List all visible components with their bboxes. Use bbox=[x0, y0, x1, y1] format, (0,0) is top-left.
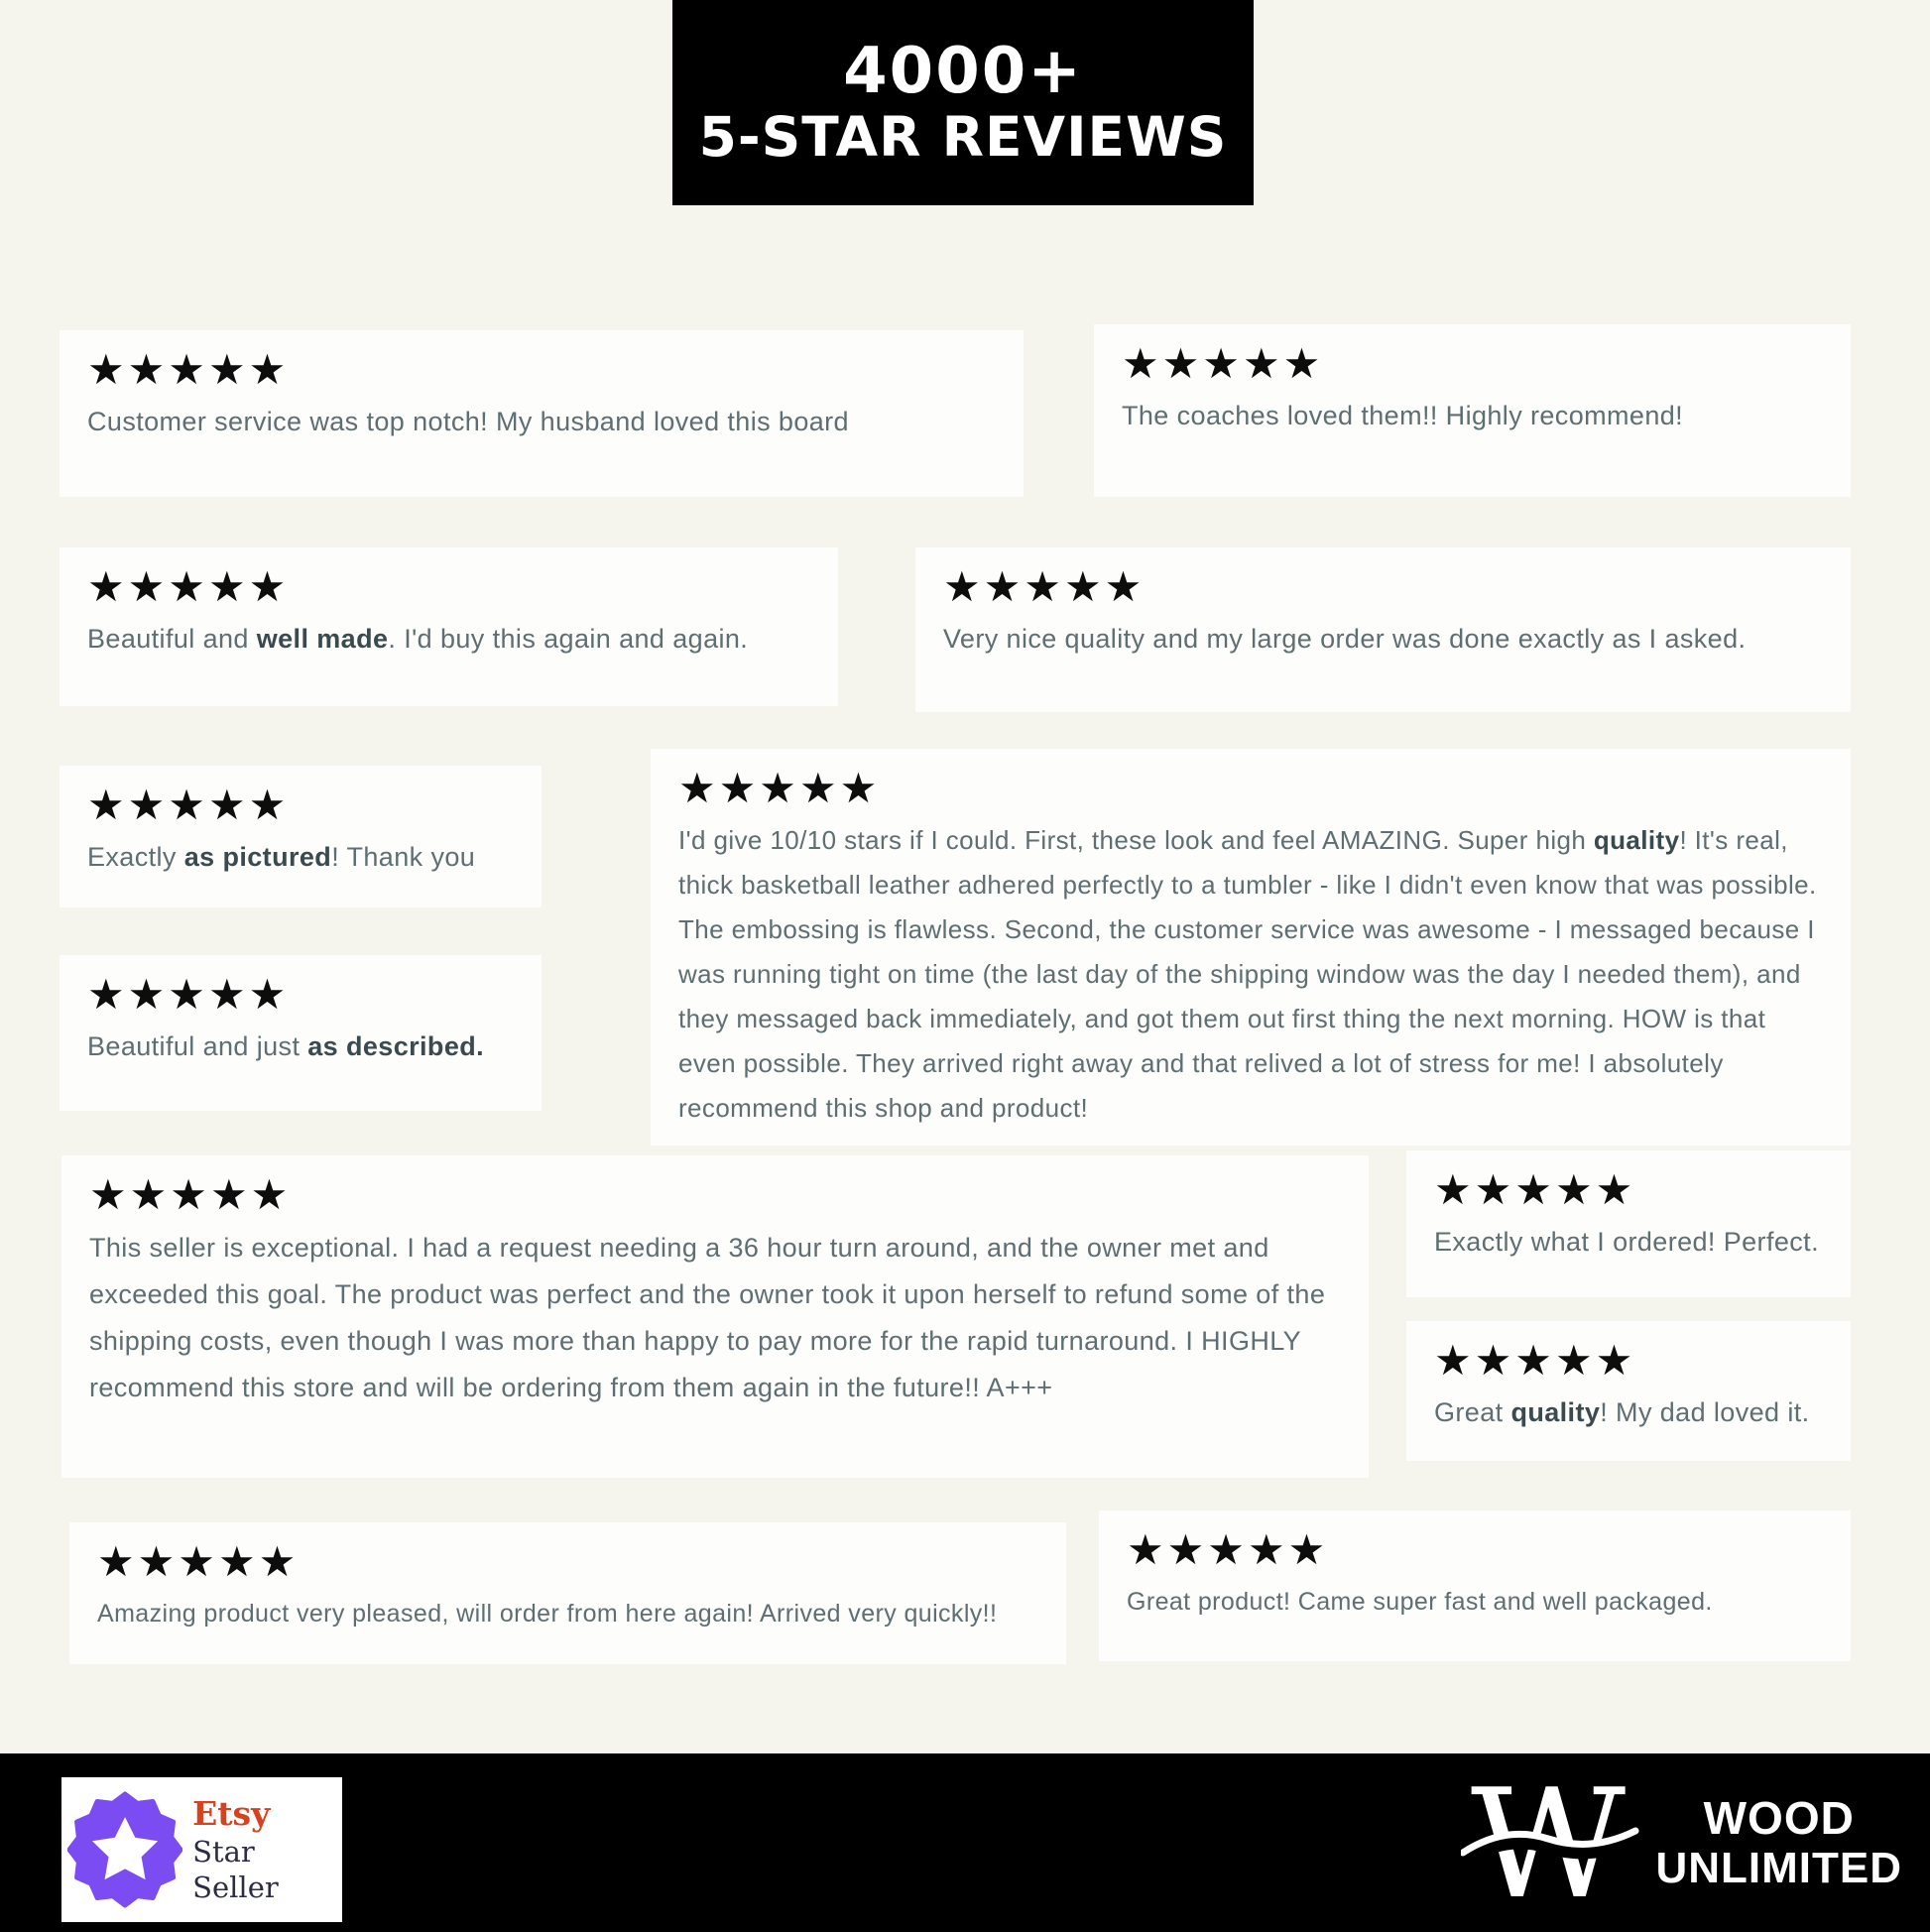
banner-subtitle: 5-STAR REVIEWS bbox=[698, 105, 1228, 170]
review-text: Amazing product very pleased, will order from here again! Arrived very quickly!! bbox=[97, 1600, 998, 1629]
review-text: I'd give 10/10 stars if I could. First, these look and feel AMAZING. Super high quality! It's real, thick basketball leather adhered perfectly to a tumbler - like I didn't even know that was possible. The embossing is flawless. Second, the customer service was awesome - I messaged because I was running tight on time (the last day of the shipping window was the day I needed them), and they messaged back immediately, and got them out first thing the next morning. HOW is that even possible. They arrived right away and that relived a lot of stress for me! I absolutely recommend this shop and product! bbox=[678, 825, 1817, 1124]
review-card bbox=[60, 766, 542, 907]
review-card bbox=[69, 1522, 1066, 1664]
brand-name-unlimited: UNLIMITED bbox=[1655, 1844, 1902, 1893]
review-card bbox=[60, 955, 542, 1111]
star-rating: ★★★★★ bbox=[1434, 1166, 1636, 1213]
review-text: Exactly as pictured! Thank you bbox=[87, 842, 476, 873]
review-text: Exactly what I ordered! Perfect. bbox=[1434, 1227, 1819, 1258]
review-card bbox=[651, 749, 1851, 1146]
brand-name-wood: WOOD bbox=[1703, 1791, 1855, 1844]
review-text: Great product! Came super fast and well packaged. bbox=[1127, 1588, 1713, 1617]
review-card bbox=[60, 547, 838, 706]
review-text: The coaches loved them!! Highly recommend! bbox=[1122, 401, 1684, 431]
star-rating: ★★★★★ bbox=[87, 346, 290, 393]
star-rating: ★★★★★ bbox=[87, 971, 290, 1018]
review-card bbox=[1099, 1510, 1851, 1661]
banner-count: 4000+ bbox=[843, 34, 1083, 108]
review-card bbox=[61, 1155, 1369, 1478]
monogram-w: W bbox=[1471, 1773, 1627, 1912]
wood-unlimited-logo bbox=[1461, 1767, 1902, 1918]
review-text: This seller is exceptional. I had a request needing a 36 hour turn around, and the owner met and exceeded this goal. The product was perfect and the owner took it upon herself to refund some of the shipping costs, even though I was more than happy to pay more for the rapid turnaround. I HIGHLY recommend this store and will be ordering from them again in the future!! A+++ bbox=[89, 1233, 1326, 1403]
promo-banner bbox=[672, 0, 1254, 205]
footer-bar bbox=[0, 1753, 1930, 1932]
brand-name bbox=[1655, 1793, 1902, 1893]
etsy-brand: Etsy bbox=[192, 1793, 271, 1833]
w-monogram-icon bbox=[1461, 1773, 1639, 1912]
star-rating: ★★★★★ bbox=[87, 782, 290, 828]
etsy-badge-text bbox=[192, 1794, 342, 1905]
star-rating: ★★★★★ bbox=[89, 1171, 292, 1218]
star-seller-label: Star Seller bbox=[192, 1834, 279, 1904]
review-text: Very nice quality and my large order was done exactly as I asked. bbox=[943, 624, 1747, 655]
star-rating: ★★★★★ bbox=[1127, 1526, 1329, 1573]
etsy-seal-icon bbox=[67, 1789, 182, 1910]
review-text: Customer service was top notch! My husband loved this board bbox=[87, 407, 849, 437]
star-rating: ★★★★★ bbox=[97, 1538, 300, 1585]
review-text: Great quality! My dad loved it. bbox=[1434, 1397, 1810, 1428]
review-card bbox=[60, 330, 1024, 497]
review-card bbox=[1094, 324, 1851, 497]
review-card bbox=[1406, 1150, 1851, 1297]
etsy-star-seller-badge bbox=[61, 1777, 342, 1922]
review-card bbox=[1406, 1321, 1851, 1461]
review-card bbox=[915, 547, 1851, 712]
star-rating: ★★★★★ bbox=[678, 765, 881, 811]
star-rating: ★★★★★ bbox=[943, 563, 1146, 610]
star-rating: ★★★★★ bbox=[1122, 340, 1324, 387]
review-text: Beautiful and just as described. bbox=[87, 1031, 485, 1062]
star-rating: ★★★★★ bbox=[1434, 1337, 1636, 1384]
star-rating: ★★★★★ bbox=[87, 563, 290, 610]
review-text: Beautiful and well made. I'd buy this again and again. bbox=[87, 624, 749, 655]
